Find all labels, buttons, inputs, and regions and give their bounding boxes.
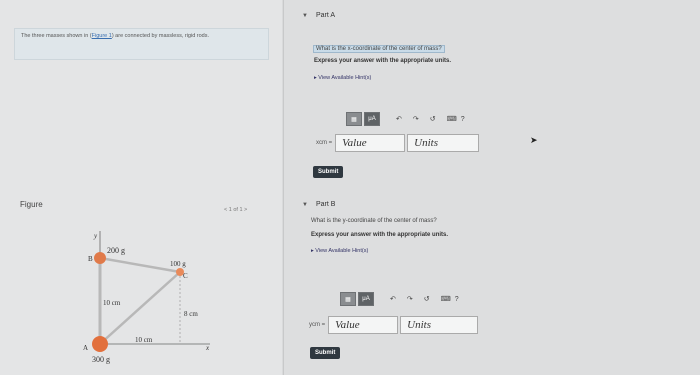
templates-button[interactable]: ▦ (340, 292, 356, 306)
mouse-cursor-icon: ➤ (530, 135, 538, 145)
part-b-submit-button[interactable]: Submit (310, 347, 340, 359)
mass-B-label: 200 g (107, 246, 125, 255)
part-b-variable-label: ycm = (309, 322, 326, 328)
mass-A (92, 336, 108, 352)
dim-horizontal-label: 10 cm (135, 336, 153, 344)
mass-B (94, 252, 106, 264)
figure-page-count: 1 of 1 (228, 207, 243, 213)
rod-BC (100, 258, 180, 272)
point-B-label: B (88, 255, 93, 263)
redo-icon[interactable]: ↷ (406, 296, 413, 303)
answer-pane (284, 0, 700, 375)
redo-icon[interactable]: ↷ (412, 116, 419, 123)
part-a-question: What is the x-coordinate of the center of mass? (313, 45, 445, 53)
reset-icon[interactable]: ↺ (429, 116, 436, 123)
hint-arrow-icon: ▸ (314, 75, 319, 81)
part-a-units-input[interactable]: Units (407, 134, 479, 152)
hint-arrow-icon: ▸ (311, 248, 316, 254)
next-figure-icon[interactable]: > (244, 207, 248, 213)
part-a-submit-button[interactable]: Submit (313, 166, 343, 178)
help-icon[interactable]: ? (460, 115, 465, 123)
point-A-label: A (83, 344, 89, 352)
part-a-variable-label: xcm = (316, 140, 333, 146)
part-b-units-input[interactable]: Units (400, 316, 478, 334)
keyboard-icon[interactable]: ⌨ (440, 296, 451, 303)
undo-icon[interactable]: ↶ (396, 116, 402, 123)
part-a-hint-label: View Available Hint(s) (318, 75, 372, 81)
part-b-hint-link[interactable] (311, 248, 368, 254)
units-template-button[interactable]: μA (364, 112, 380, 126)
problem-text-before: The three masses shown in ( (21, 33, 92, 39)
part-a-hint-link[interactable] (314, 75, 371, 81)
dim-vertical-label: 10 cm (103, 299, 121, 307)
figure-pager (224, 207, 247, 213)
problem-text-after: ) are connected by massless, rigid rods. (111, 33, 210, 39)
undo-icon[interactable]: ↶ (390, 296, 396, 303)
part-a-toolbar (346, 112, 465, 126)
x-axis-label: x (206, 344, 210, 352)
part-a-title: Part A (315, 12, 336, 19)
keyboard-icon[interactable]: ⌨ (446, 116, 457, 123)
reset-icon[interactable]: ↺ (423, 296, 430, 303)
problem-pane (0, 0, 282, 375)
mass-C-label: 100 g (170, 260, 186, 268)
part-b-header[interactable] (302, 201, 335, 208)
prev-figure-icon[interactable]: < (224, 207, 228, 213)
units-template-button[interactable]: μA (358, 292, 374, 306)
help-icon[interactable]: ? (454, 295, 459, 303)
dim-C-label: 8 cm (184, 310, 198, 318)
part-a-instruction: Express your answer with the appropriate units. (314, 58, 452, 64)
figure-label: Figure (20, 200, 43, 209)
part-b-title: Part B (315, 201, 336, 208)
part-a-value-input[interactable]: Value (335, 134, 405, 152)
part-b-question: What is the y-coordinate of the center of mass? (311, 218, 437, 224)
collapse-triangle-icon[interactable]: ▼ (302, 13, 308, 19)
part-b-answer-row (309, 316, 478, 334)
part-b-hint-label: View Available Hint(s) (315, 248, 369, 254)
mass-A-label: 300 g (92, 355, 110, 364)
part-a-answer-row (316, 134, 479, 152)
part-b-toolbar (340, 292, 459, 306)
rod-AC (100, 272, 180, 344)
part-b-value-input[interactable]: Value (328, 316, 398, 334)
templates-button[interactable]: ▦ (346, 112, 362, 126)
problem-statement (14, 28, 269, 60)
collapse-triangle-icon[interactable]: ▼ (302, 202, 308, 208)
part-b-instruction: Express your answer with the appropriate units. (311, 232, 449, 238)
part-a-header[interactable] (302, 12, 335, 19)
figure-link[interactable]: Figure 1 (91, 33, 112, 39)
masses-diagram (80, 226, 220, 371)
point-C-label: C (183, 272, 188, 280)
y-axis-label: y (94, 232, 98, 240)
